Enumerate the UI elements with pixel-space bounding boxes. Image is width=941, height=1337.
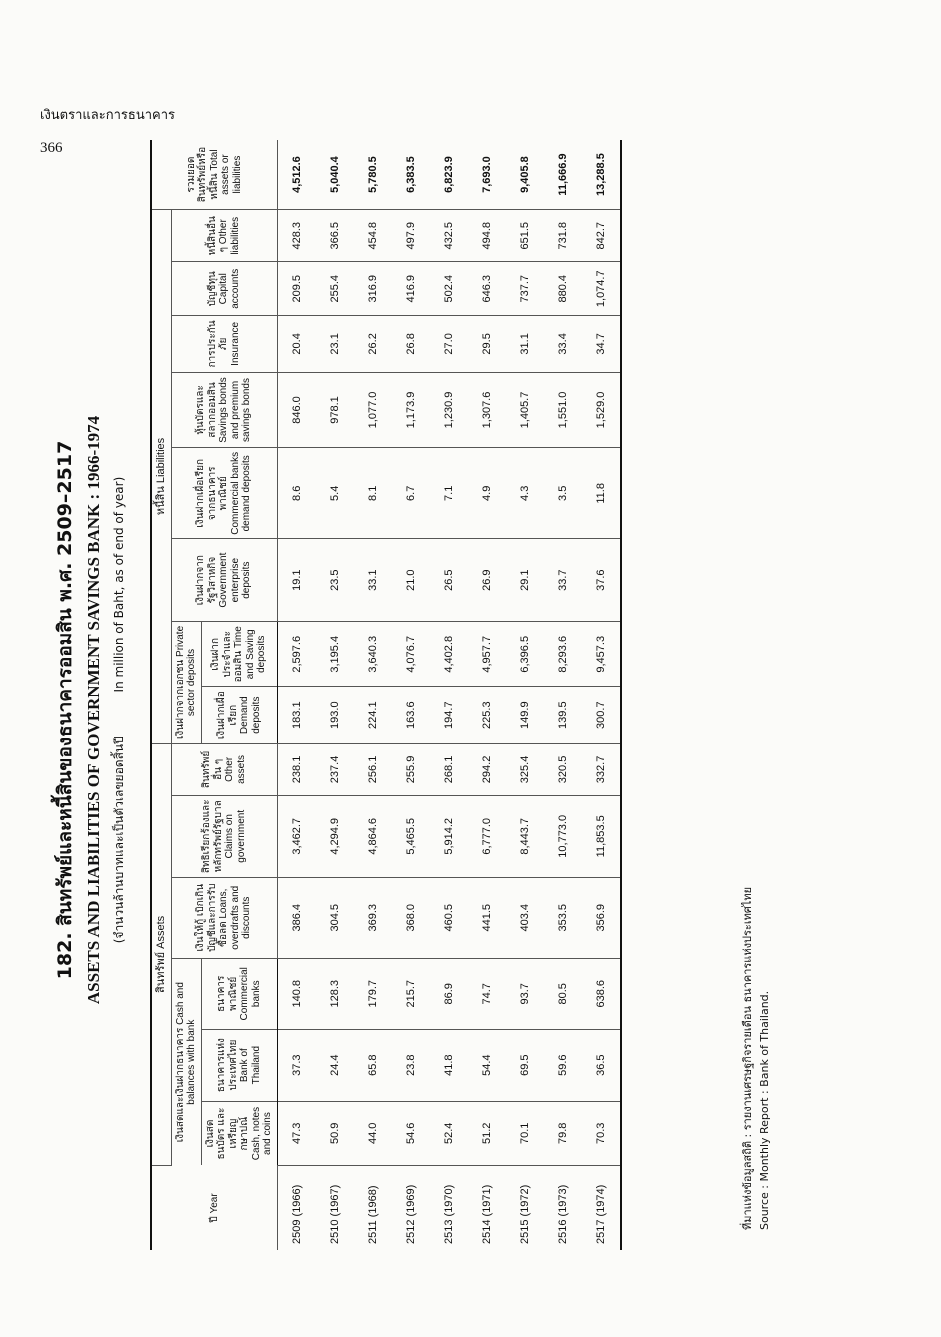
value-cell: 1,307.6	[468, 372, 506, 448]
value-cell: 8,443.7	[506, 795, 544, 877]
value-cell: 4,957.7	[468, 622, 506, 687]
value-cell: 4.3	[506, 448, 544, 539]
header-total: รวมยอดสินทรัพย์หรือหนี้สิน Total assets or liabilities	[151, 140, 277, 210]
value-cell: 1,173.9	[392, 372, 430, 448]
value-cell: 139.5	[544, 687, 582, 743]
value-cell: 23.8	[392, 1029, 430, 1101]
value-cell: 74.7	[468, 958, 506, 1029]
value-cell: 140.8	[277, 958, 316, 1029]
value-cell: 52.4	[430, 1101, 468, 1165]
value-cell: 86.9	[430, 958, 468, 1029]
value-cell: 47.3	[277, 1101, 316, 1165]
source-note	[740, 887, 773, 1230]
value-cell: 441.5	[468, 877, 506, 958]
table-row	[582, 140, 621, 1250]
value-cell: 356.9	[582, 877, 621, 958]
value-cell: 6,383.5	[392, 140, 430, 210]
header-other-liabilities: หนี้สินอื่น ๆ Other liabilities	[171, 210, 277, 262]
year-cell: 2512 (1969)	[404, 1184, 417, 1244]
value-cell: 255.9	[392, 743, 430, 795]
value-cell: 880.4	[544, 262, 582, 316]
value-cell: 50.9	[316, 1101, 354, 1165]
year-cell: 2510 (1967)	[328, 1184, 341, 1244]
value-cell: 179.7	[354, 958, 392, 1029]
table-title-thai: 182. สินทรัพย์และหนี้สินของธนาคารออมสิน พ.ศ. 2509–2517	[54, 440, 76, 980]
value-cell: 6,777.0	[468, 795, 506, 877]
value-cell: 9,457.3	[582, 622, 621, 687]
value-cell: 432.5	[430, 210, 468, 262]
value-cell: 11,853.5	[582, 795, 621, 877]
value-cell: 26.2	[354, 316, 392, 372]
value-cell: 300.7	[582, 687, 621, 743]
value-cell: 1,074.7	[582, 262, 621, 316]
value-cell: 651.5	[506, 210, 544, 262]
header-savings-bonds: หุ้นบัตรและสลากออมสิน Savings bonds and premium savings bonds	[171, 372, 277, 448]
table-row	[468, 140, 506, 1250]
value-cell: 41.8	[430, 1029, 468, 1101]
value-cell: 737.7	[506, 262, 544, 316]
value-cell: 65.8	[354, 1029, 392, 1101]
value-cell: 6.7	[392, 448, 430, 539]
value-cell: 1,551.0	[544, 372, 582, 448]
value-cell: 54.4	[468, 1029, 506, 1101]
value-cell: 846.0	[277, 372, 316, 448]
value-cell: 294.2	[468, 743, 506, 795]
value-cell: 5,914.2	[430, 795, 468, 877]
header-assets: สินทรัพย์ Assets	[151, 743, 171, 1165]
value-cell: 494.8	[468, 210, 506, 262]
value-cell: 128.3	[316, 958, 354, 1029]
value-cell: 3.5	[544, 448, 582, 539]
table-unit-thai: (จำนวนล้านบาทและเป็นตัวเลขยอดสิ้นปี	[112, 736, 126, 944]
value-cell: 9,405.8	[506, 140, 544, 210]
value-cell: 26.8	[392, 316, 430, 372]
value-cell: 1,405.7	[506, 372, 544, 448]
value-cell: 386.4	[277, 877, 316, 958]
value-cell: 4,076.7	[392, 622, 430, 687]
table-title-english: ASSETS AND LIABILITIES OF GOVERNMENT SAVINGS BANK : 1966-1974	[84, 415, 103, 1005]
value-cell: 5,780.5	[354, 140, 392, 210]
value-cell: 5,040.4	[316, 140, 354, 210]
table-row	[316, 140, 354, 1250]
header-cash-group: เงินสดและเงินฝากธนาคาร Cash and balances with bank	[171, 958, 201, 1165]
value-cell: 23.1	[316, 316, 354, 372]
value-cell: 454.8	[354, 210, 392, 262]
year-cell: 2517 (1974)	[594, 1184, 607, 1244]
header-other-assets: สินทรัพย์อื่น ๆ Other assets	[171, 743, 277, 795]
value-cell: 416.9	[392, 262, 430, 316]
value-cell: 255.4	[316, 262, 354, 316]
value-cell: 29.1	[506, 539, 544, 622]
value-cell: 54.6	[392, 1101, 430, 1165]
value-cell: 1,077.0	[354, 372, 392, 448]
header-time-saving: เงินฝากประจำและออมสิน Time and Saving deposits	[201, 622, 277, 687]
value-cell: 44.0	[354, 1101, 392, 1165]
value-cell: 256.1	[354, 743, 392, 795]
header-liabilities: หนี้สิน Liabilities	[151, 210, 171, 744]
value-cell: 978.1	[316, 372, 354, 448]
value-cell: 29.5	[468, 316, 506, 372]
header-bank-of-thailand: ธนาคารแห่งประเทศไทย Bank of Thailand	[201, 1029, 277, 1101]
value-cell: 369.3	[354, 877, 392, 958]
year-cell: 2511 (1968)	[366, 1185, 379, 1244]
value-cell: 3,462.7	[277, 795, 316, 877]
value-cell: 3,195.4	[316, 622, 354, 687]
value-cell: 21.0	[392, 539, 430, 622]
value-cell: 33.7	[544, 539, 582, 622]
value-cell: 70.3	[582, 1101, 621, 1165]
value-cell: 1,529.0	[582, 372, 621, 448]
year-cell: 2516 (1973)	[556, 1184, 569, 1244]
year-cell: 2515 (1972)	[518, 1184, 531, 1244]
value-cell: 163.6	[392, 687, 430, 743]
value-cell: 320.5	[544, 743, 582, 795]
value-cell: 497.9	[392, 210, 430, 262]
value-cell: 209.5	[277, 262, 316, 316]
value-cell: 842.7	[582, 210, 621, 262]
value-cell: 238.1	[277, 743, 316, 795]
source-english: Source : Monthly Report : Bank of Thailand.	[757, 990, 771, 1230]
value-cell: 366.5	[316, 210, 354, 262]
value-cell: 37.3	[277, 1029, 316, 1101]
value-cell: 10,773.0	[544, 795, 582, 877]
value-cell: 7,693.0	[468, 140, 506, 210]
value-cell: 149.9	[506, 687, 544, 743]
value-cell: 59.6	[544, 1029, 582, 1101]
value-cell: 646.3	[468, 262, 506, 316]
value-cell: 428.3	[277, 210, 316, 262]
value-cell: 11,666.9	[544, 140, 582, 210]
value-cell: 11.8	[582, 448, 621, 539]
header-insurance: การประกันภัย Insurance	[171, 316, 277, 372]
value-cell: 51.2	[468, 1101, 506, 1165]
value-cell: 5,465.5	[392, 795, 430, 877]
running-head: เงินตราและการธนาคาร	[40, 108, 175, 123]
value-cell: 215.7	[392, 958, 430, 1029]
header-loans: เงินให้กู้ เบิกเกินบัญชีและการรับซื้อลด Loans, overdrafts and discounts	[171, 877, 277, 958]
table-number: 182.	[54, 932, 76, 980]
year-cell: 2513 (1970)	[442, 1184, 455, 1244]
table-unit	[110, 130, 129, 1290]
table-row	[506, 140, 544, 1250]
value-cell: 6,823.9	[430, 140, 468, 210]
value-cell: 325.4	[506, 743, 544, 795]
value-cell: 7.1	[430, 448, 468, 539]
value-cell: 31.1	[506, 316, 544, 372]
value-cell: 8,293.6	[544, 622, 582, 687]
value-cell: 79.8	[544, 1101, 582, 1165]
value-cell: 4,402.8	[430, 622, 468, 687]
header-cash-notes: เงินสด ธนบัตร และเหรียญกษาปณ์ Cash, notes and coins	[201, 1101, 277, 1165]
value-cell: 33.1	[354, 539, 392, 622]
value-cell: 26.5	[430, 539, 468, 622]
value-cell: 237.4	[316, 743, 354, 795]
value-cell: 353.5	[544, 877, 582, 958]
header-commercial-demand: เงินฝากเผื่อเรียกจากธนาคารพาณิชย์ Commercial banks demand deposits	[171, 448, 277, 539]
table-row	[277, 140, 316, 1250]
value-cell: 34.7	[582, 316, 621, 372]
value-cell: 183.1	[277, 687, 316, 743]
value-cell: 70.1	[506, 1101, 544, 1165]
header-demand-deposits: เงินฝากเผื่อเรียก Demand deposits	[201, 687, 277, 743]
value-cell: 23.5	[316, 539, 354, 622]
value-cell: 19.1	[277, 539, 316, 622]
value-cell: 69.5	[506, 1029, 544, 1101]
value-cell: 4.9	[468, 448, 506, 539]
year-cell: 2509 (1966)	[290, 1184, 303, 1244]
table-unit-english: In million of Baht, as of end of year)	[112, 476, 126, 693]
value-cell: 80.5	[544, 958, 582, 1029]
value-cell: 194.7	[430, 687, 468, 743]
header-capital: บัญชีทุน Capital accounts	[171, 262, 277, 316]
header-commercial-banks: ธนาคารพาณิชย์ Commercial banks	[201, 958, 277, 1029]
rotated-table-block	[40, 130, 820, 1290]
value-cell: 368.0	[392, 877, 430, 958]
value-cell: 8.6	[277, 448, 316, 539]
value-cell: 268.1	[430, 743, 468, 795]
header-claims: สิทธิเรียกร้องและหลักทรัพย์รัฐบาล Claims on government	[171, 795, 277, 877]
value-cell: 37.6	[582, 539, 621, 622]
source-thai: ที่มาแห่งข้อมูลสถิติ : รายงานเศรษฐกิจรายเดือน ธนาคารแห่งประเทศไทย	[741, 886, 754, 1230]
value-cell: 225.3	[468, 687, 506, 743]
value-cell: 193.0	[316, 687, 354, 743]
value-cell: 2,597.6	[277, 622, 316, 687]
value-cell: 33.4	[544, 316, 582, 372]
value-cell: 304.5	[316, 877, 354, 958]
table-row	[430, 140, 468, 1250]
header-year: ปี Year	[151, 1166, 277, 1251]
value-cell: 316.9	[354, 262, 392, 316]
table-row	[544, 140, 582, 1250]
value-cell: 4,294.9	[316, 795, 354, 877]
value-cell: 24.4	[316, 1029, 354, 1101]
value-cell: 1,230.9	[430, 372, 468, 448]
assets-liabilities-table	[150, 140, 622, 1250]
page-number: 366	[40, 140, 63, 156]
value-cell: 502.4	[430, 262, 468, 316]
value-cell: 27.0	[430, 316, 468, 372]
value-cell: 224.1	[354, 687, 392, 743]
header-gov-enterprise: เงินฝากจากรัฐวิสาหกิจ Government enterprise deposits	[171, 539, 277, 622]
value-cell: 731.8	[544, 210, 582, 262]
value-cell: 403.4	[506, 877, 544, 958]
value-cell: 4,512.6	[277, 140, 316, 210]
value-cell: 8.1	[354, 448, 392, 539]
value-cell: 5.4	[316, 448, 354, 539]
value-cell: 26.9	[468, 539, 506, 622]
value-cell: 93.7	[506, 958, 544, 1029]
table-titles	[50, 130, 129, 1290]
table-row	[392, 140, 430, 1250]
value-cell: 4,864.6	[354, 795, 392, 877]
header-private-group: เงินฝากจากเอกชน Private sector deposits	[171, 622, 201, 744]
value-cell: 332.7	[582, 743, 621, 795]
value-cell: 638.6	[582, 958, 621, 1029]
value-cell: 460.5	[430, 877, 468, 958]
table-row	[354, 140, 392, 1250]
year-cell: 2514 (1971)	[480, 1184, 493, 1244]
value-cell: 20.4	[277, 316, 316, 372]
value-cell: 13,288.5	[582, 140, 621, 210]
value-cell: 36.5	[582, 1029, 621, 1101]
value-cell: 6,396.5	[506, 622, 544, 687]
value-cell: 3,640.3	[354, 622, 392, 687]
